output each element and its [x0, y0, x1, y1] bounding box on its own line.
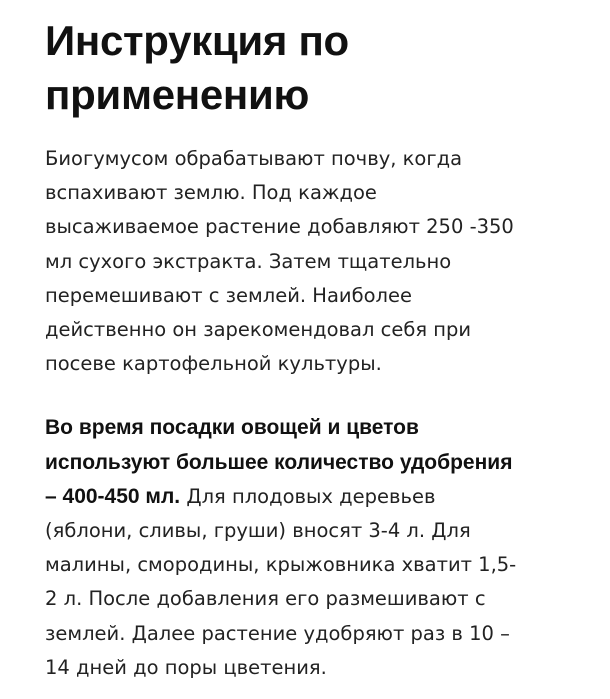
paragraph-1	[45, 142, 610, 381]
text-fragment: Для плодовых деревьев	[180, 484, 436, 508]
text-line: высаживаемое растение добавляют 250 -350	[45, 215, 514, 239]
title-line: применению	[45, 71, 310, 118]
text-line: перемешивают с землей. Наиболее	[45, 283, 412, 307]
text-line: мл сухого экстракта. Затем тщательно	[45, 249, 452, 273]
text-line: 2 л. После добавления его размешивают с	[45, 587, 486, 611]
text-line: 14 дней до поры цветения.	[45, 655, 327, 679]
title-line: Инструкция по	[45, 17, 349, 64]
paragraph-2	[45, 411, 610, 685]
text-line: землей. Далее растение удобряют раз в 10 –	[45, 621, 510, 645]
text-line	[45, 480, 610, 514]
bold-text: Во время посадки овощей и цветов	[45, 416, 419, 440]
text-line	[45, 411, 610, 445]
text-line: (яблони, сливы, груши) вносят 3-4 л. Для	[45, 519, 471, 543]
bold-text: – 400-450 мл.	[45, 484, 181, 508]
text-line: действенно он зарекомендовал себя при	[45, 318, 472, 342]
section-title	[45, 14, 610, 122]
bold-text: используют большее количество удобрения	[45, 450, 513, 474]
text-line: посеве картофельной культуры.	[45, 352, 382, 376]
text-line	[45, 446, 610, 480]
text-line: Биогумусом обрабатывают почву, когда	[45, 147, 463, 170]
text-line: малины, смородины, крыжовника хватит 1,5-	[45, 553, 517, 577]
text-line: вспахивают землю. Под каждое	[45, 181, 377, 205]
